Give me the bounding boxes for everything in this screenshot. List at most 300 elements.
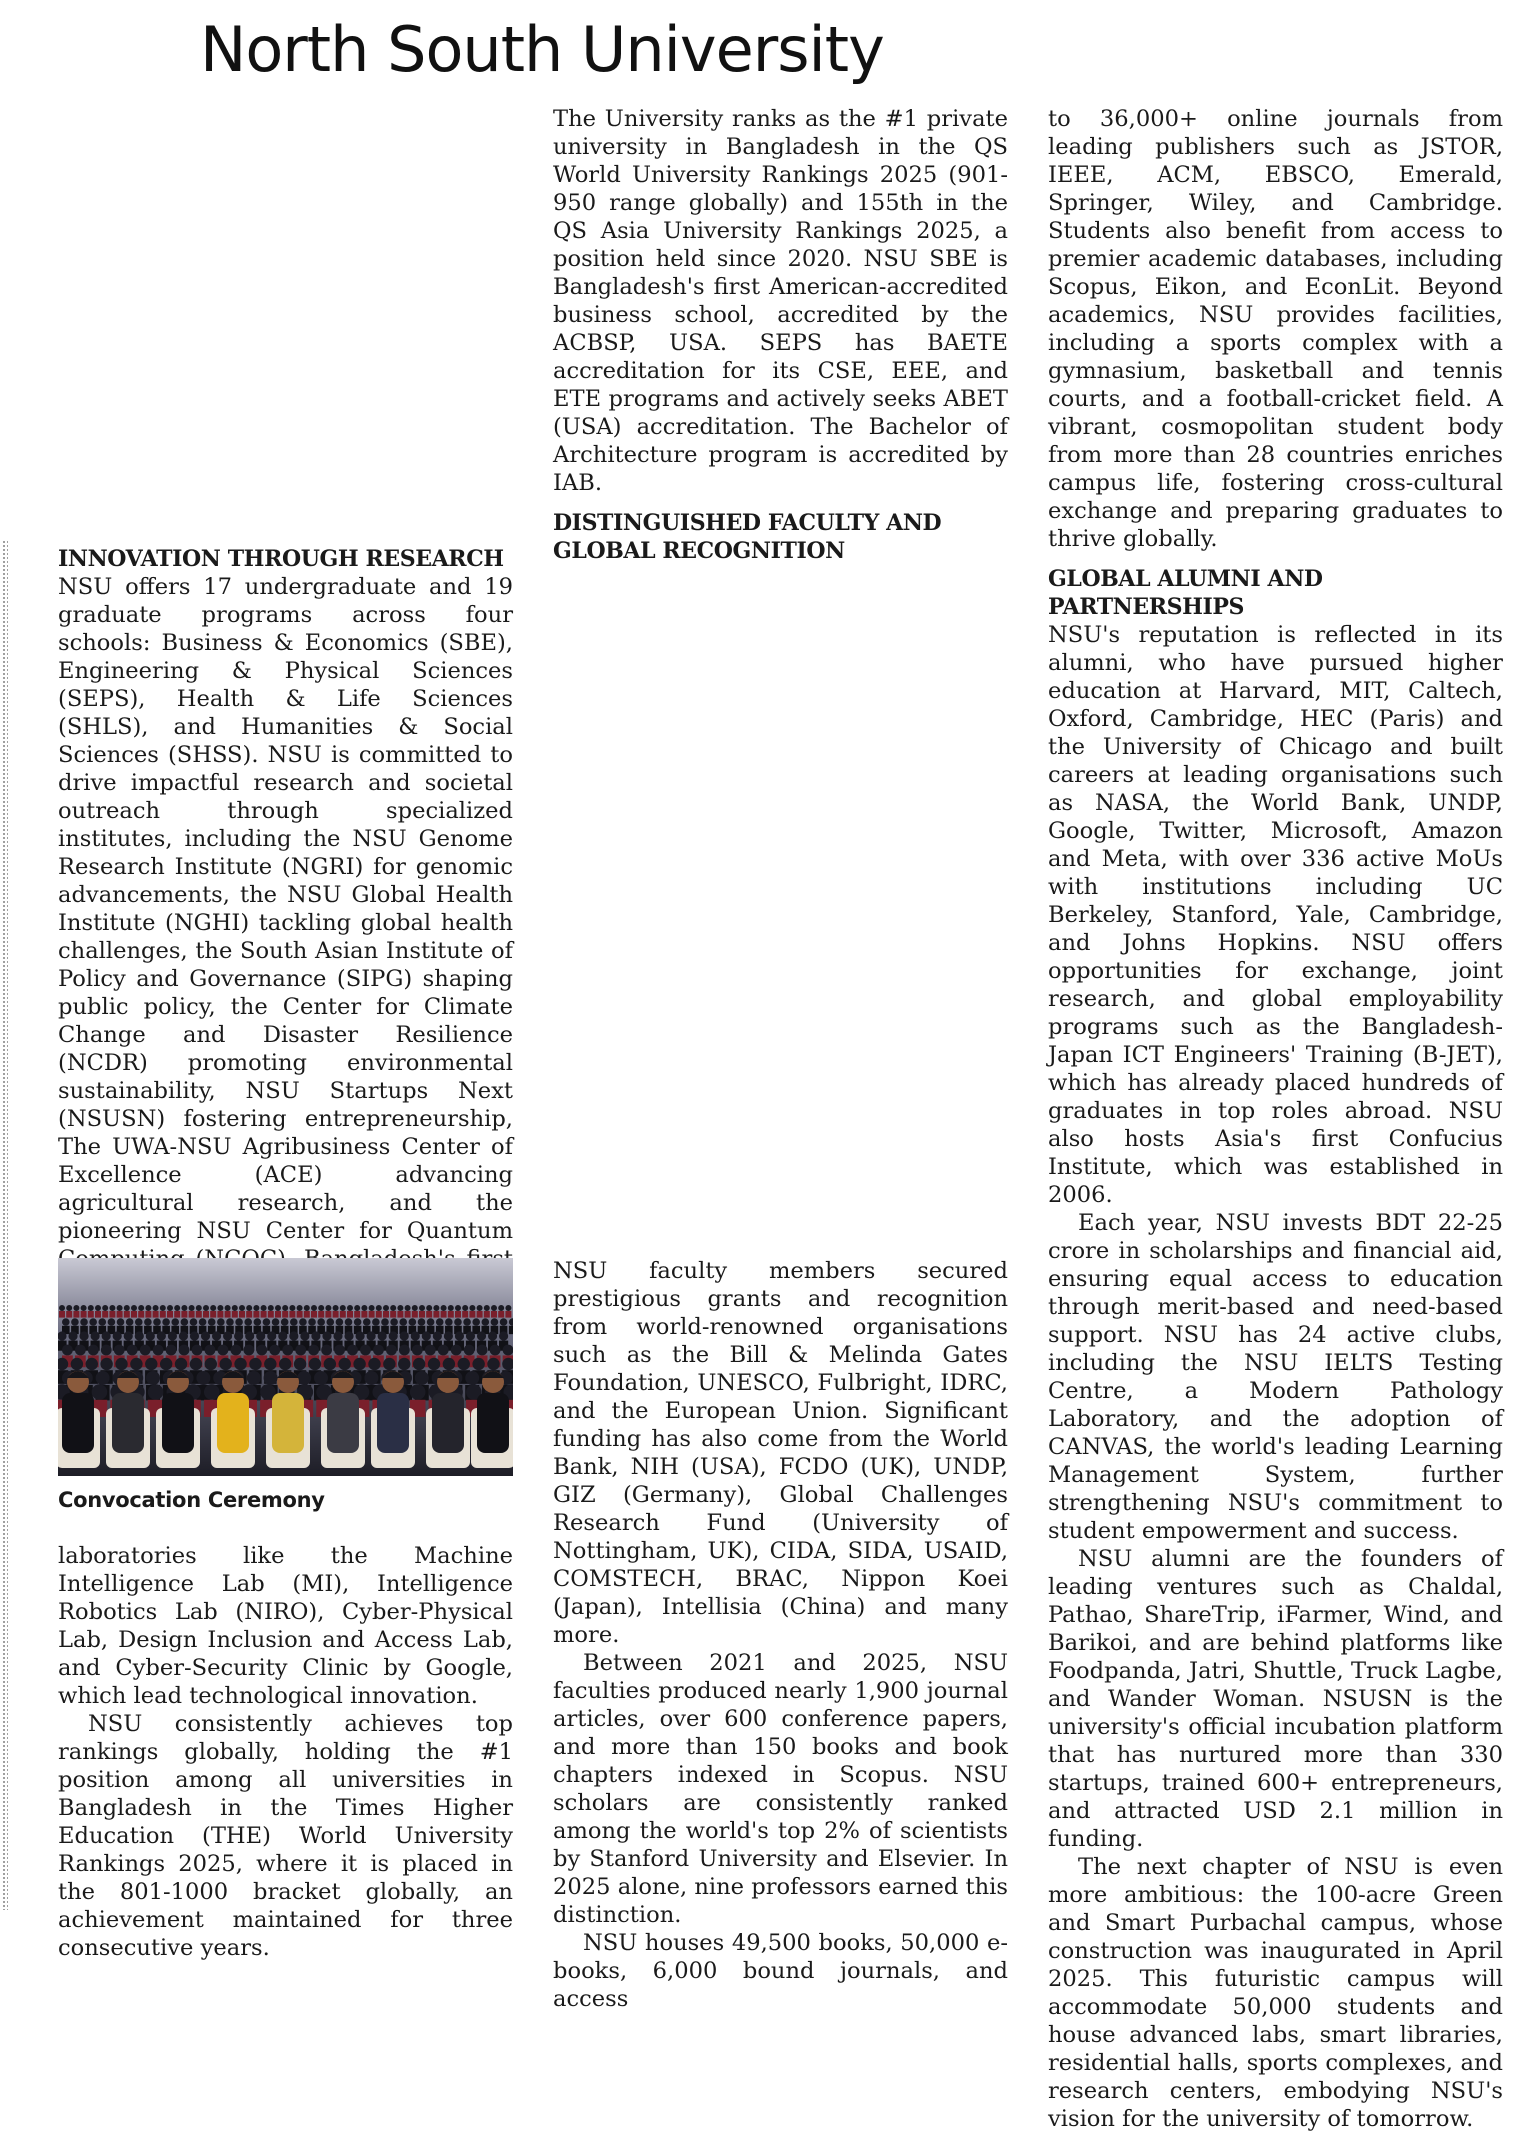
audience-head [308,1345,319,1356]
audience-head [369,1305,375,1311]
audience-head [477,1345,488,1356]
audience-gown [217,1311,223,1318]
audience-head [62,1345,73,1356]
audience-head [347,1305,353,1311]
audience-head [397,1305,403,1311]
audience-head [217,1318,225,1326]
audience-gown [232,1311,238,1318]
audience-gown [405,1311,411,1318]
audience-head [135,1318,143,1326]
audience-head [86,1358,98,1370]
seated-person-body [162,1393,194,1453]
audience-head [167,1305,173,1311]
audience-gown [117,1311,123,1318]
audience-head [204,1384,220,1400]
audience-head [115,1358,127,1370]
audience-head [500,1318,508,1326]
convocation-photo [58,1258,513,1476]
audience-head [243,1345,254,1356]
audience-head [289,1331,298,1340]
audience-head [390,1318,398,1326]
audience-head [96,1371,110,1385]
audience-gown [138,1311,144,1318]
audience-gown [181,1311,187,1318]
audience-head [282,1345,293,1356]
audience-gown [448,1311,454,1318]
audience-head [179,1345,190,1356]
audience-head [181,1305,187,1311]
audience-head [381,1318,389,1326]
audience-head [282,1305,288,1311]
audience-head [130,1358,142,1370]
audience-head [138,1305,144,1311]
audience-head [264,1358,276,1370]
audience-gown [131,1311,137,1318]
audience-gown [369,1311,375,1318]
audience-head [272,1318,280,1326]
audience-head [458,1358,470,1370]
audience-head [261,1305,267,1311]
audience-head [71,1358,83,1370]
audience-head [311,1305,317,1311]
audience-head [190,1331,199,1340]
photo-caption: Convocation Ceremony [58,1488,325,1512]
audience-head [412,1305,418,1311]
audience-head [234,1358,246,1370]
audience-head [208,1318,216,1326]
audience-gown [167,1311,173,1318]
audience-head [438,1345,449,1356]
audience-head [101,1345,112,1356]
audience-gown [145,1311,151,1318]
audience-head [217,1305,223,1311]
audience-head [66,1305,72,1311]
audience-head [275,1305,281,1311]
audience-head [368,1358,380,1370]
audience-gown [196,1311,202,1318]
audience-gown [109,1311,115,1318]
audience-head [376,1305,382,1311]
audience-head [433,1331,442,1340]
audience-head [339,1358,351,1370]
library-paragraph: NSU houses 49,500 books, 50,000 e-books, 6,000 bound journals, and access [553,1930,1008,2012]
audience-head [75,1345,86,1356]
audience-gown [412,1311,418,1318]
audience-head [451,1345,462,1356]
audience-head [308,1318,316,1326]
audience-head [192,1345,203,1356]
audience-head [218,1345,229,1356]
publications-paragraph: Between 2021 and 2025, NSU faculties produced nearly 1,900 journal articles, over 600 conference papers, and more than 150 books and book chapters indexed in Scopus. NSU scholars are consistently ranked among the world's top 2% of scientists by Stanford University and Elsevier. In 2025 alone, nine professors earned this distinction. [553,1650,1008,1928]
audience-head [223,1331,232,1340]
audience-gown [297,1311,303,1318]
audience-head [264,1371,278,1385]
audience-gown [66,1311,72,1318]
audience-gown [124,1311,130,1318]
audience-gown [282,1311,288,1318]
audience-head [232,1305,238,1311]
audience-head [466,1331,475,1340]
audience-gown [390,1311,396,1318]
audience-head [367,1331,376,1340]
audience-head [294,1358,306,1370]
audience-head [196,1305,202,1311]
audience-head [290,1318,298,1326]
audience-head [472,1358,484,1370]
audience-head [383,1305,389,1311]
audience-head [127,1345,138,1356]
audience-head [140,1345,151,1356]
column-2-bottom [553,1257,1008,2013]
audience-head [102,1331,111,1340]
audience-head [59,1305,65,1311]
audience-head [353,1358,365,1370]
audience-head [498,1305,504,1311]
audience-head [210,1305,216,1311]
seated-person-body [217,1393,249,1453]
audience-head [278,1331,287,1340]
audience-head [322,1331,331,1340]
seated-person-body [272,1393,304,1453]
audience-head [244,1318,252,1326]
audience-head [81,1305,87,1311]
audience-head [235,1318,243,1326]
audience-gown [509,1326,513,1334]
audience-head [246,1305,252,1311]
audience-gown [189,1311,195,1318]
audience-gown [462,1311,468,1318]
audience-head [405,1305,411,1311]
section-heading-research: INNOVATION THROUGH RESEARCH [58,546,504,572]
audience-gown [261,1311,267,1318]
audience-head [463,1318,471,1326]
audience-head [477,1305,483,1311]
audience-head [256,1331,265,1340]
audience-gown [174,1311,180,1318]
audience-head [505,1305,511,1311]
audience-head [297,1371,311,1385]
audience-gown [246,1311,252,1318]
audience-head [472,1318,480,1326]
audience-gown [361,1311,367,1318]
audience-head [488,1331,497,1340]
audience-head [390,1305,396,1311]
audience-head [225,1305,231,1311]
audience-head [174,1305,180,1311]
audience-head [190,1358,202,1370]
column-3 [1048,105,1503,2133]
audience-head [102,1305,108,1311]
audience-head [426,1305,432,1311]
audience-head [113,1331,122,1340]
audience-head [433,1305,439,1311]
audience-head [444,1331,453,1340]
audience-head [363,1318,371,1326]
audience-head [73,1305,79,1311]
audience-gown [81,1311,87,1318]
audience-gown [73,1311,79,1318]
audience-head [92,1384,108,1400]
audience-gown [289,1311,295,1318]
audience-head [109,1305,115,1311]
audience-head [398,1358,410,1370]
audience-head [389,1331,398,1340]
audience-head [413,1358,425,1370]
audience-head [399,1318,407,1326]
audience-head [267,1331,276,1340]
audience-head [443,1358,455,1370]
research-paragraph-continued: laboratories like the Machine Intelligence Lab (MI), Intelligence Robotics Lab (NIRO), Cyber-Physical Lab, Design Inclusion and Access Lab, and Cyber-Security Clinic by Google, which lead technological innovation. [58,1543,513,1709]
audience-gown [397,1311,403,1318]
audience-head [162,1318,170,1326]
audience-gown [153,1311,159,1318]
audience-gown [419,1311,425,1318]
audience-head [124,1305,130,1311]
alumni-paragraph: NSU's reputation is reflected in its alumni, who have pursued higher education at Harvard, MIT, Caltech, Oxford, Cambridge, HEC (Paris) and the University of Chicago and built careers at leading organisations such as NASA, the World Bank, UNDP, Google, Twitter, Microsoft, Amazon and Meta, with over 336 active MoUs with institutions including UC Berkeley, Stanford, Yale, Cambridge, and Johns Hopkins. NSU offers opportunities for exchange, joint research, and global employability programs such as the Bangladesh-Japan ICT Engineers' Training (B-JET), which has already placed hundreds of graduates in top roles abroad. NSU also hosts Asia's first Confucius Institute, which was established in 2006. [1048,622,1503,1208]
audience-gown [354,1311,360,1318]
audience-head [226,1318,234,1326]
audience-head [146,1371,160,1385]
audience-head [355,1331,364,1340]
audience-head [361,1305,367,1311]
audience-gown [491,1311,497,1318]
audience-gown [88,1311,94,1318]
audience-head [378,1331,387,1340]
audience-head [383,1358,395,1370]
audience-gown [347,1311,353,1318]
audience-head [201,1331,210,1340]
audience-head [166,1345,177,1356]
column-1-bottom [58,1542,513,1962]
campus-paragraph: The next chapter of NSU is even more ambitious: the 100-acre Green and Smart Purbachal campus, whose construction was inaugurated in April 2025. This futuristic campus will accommodate 50,000 students and house advanced labs, smart libraries, residential halls, sports complexes, and research centers, embodying NSU's vision for the university of tomorrow. [1048,1854,1503,2132]
audience-head [108,1318,116,1326]
audience-head [400,1331,409,1340]
audience-head [131,1305,137,1311]
audience-head [114,1345,125,1356]
faculty-grants-paragraph: NSU faculty members secured prestigious grants and recognition from world-renowned organisations such as the Bill & Melinda Gates Foundation, UNESCO, Fulbright, IDRC, and the European Union. Significant funding has also come from the World Bank, NIH (USA), FCDO (UK), UNDP, GIZ (Germany), Global Challenges Research Fund (University of Nottingham, UK), CIDA, SIDA, USAID, COMSTECH, BRAC, Nippon Koei (Japan), Intellisia (China) and many more. [553,1258,1008,1648]
audience-head [344,1331,353,1340]
audience-gown [311,1311,317,1318]
audience-head [317,1318,325,1326]
audience-head [410,1384,426,1400]
audience-gown [426,1311,432,1318]
audience-gown [318,1311,324,1318]
audience-head [455,1305,461,1311]
seated-person-body [377,1393,409,1453]
convocation-photo-image [58,1258,513,1476]
audience-head [153,1305,159,1311]
audience-head [427,1318,435,1326]
research-paragraph: NSU offers 17 undergraduate and 19 graduate programs across four schools: Business & Economics (SBE), Engineering & Physical Sciences (SEPS), Health & Life Sciences (SHLS), and Humanities & Social Sciences (SHSS). NSU is committed to drive impactful research and societal outreach through specialized institutes, including the NSU Genome Research Institute (NGRI) for genomic advancements, the NSU Global Health Institute (NGHI) tackling global health challenges, the South Asian Institute of Policy and Governance (SIPG) shaping public policy, the Center for Climate Change and Disaster Resilience (NCDR) promoting environmental sustainability, NSU Startups Next (NSUSN) fostering entrepreneurship, The UWA-NSU Agribusiness Center of Excellence (ACE) advancing agricultural research, and the pioneering NSU Center for Quantum [58,574,513,1244]
audience-head [354,1305,360,1311]
audience-gown [340,1311,346,1318]
audience-head [499,1331,508,1340]
audience-gown [433,1311,439,1318]
audience-head [314,1371,328,1385]
audience-gown [477,1311,483,1318]
audience-head [190,1318,198,1326]
audience-head [295,1345,306,1356]
page-title: North South University [200,13,884,86]
rankings-paragraph: NSU consistently achieves top rankings globally, holding the #1 position among all universities in Bangladesh in the Times Higher Education (THE) World University Rankings 2025, where it is placed in the 801-1000 bracket globally, an achievement maintained for three consecutive years. [58,1711,513,1961]
audience-head [117,1318,125,1326]
audience-head [263,1318,271,1326]
audience-head [336,1318,344,1326]
audience-head [153,1345,164,1356]
audience-head [418,1318,426,1326]
audience-head [469,1305,475,1311]
audience-head [98,1318,106,1326]
audience-head [254,1318,262,1326]
audience-head [157,1331,166,1340]
audience-head [419,1305,425,1311]
audience-gown [210,1311,216,1318]
audience-head [80,1318,88,1326]
section-heading-alumni: GLOBAL ALUMNI AND PARTNERSHIPS [1048,566,1323,620]
section-heading-faculty: DISTINGUISHED FACULTY AND GLOBAL RECOGNITION [553,510,942,564]
audience-head [445,1318,453,1326]
audience-head [100,1358,112,1370]
audience-head [171,1318,179,1326]
audience-head [230,1345,241,1356]
audience-head [279,1358,291,1370]
audience-head [487,1358,499,1370]
audience-head [441,1305,447,1311]
audience-gown [268,1311,274,1318]
audience-gown [484,1311,490,1318]
audience-head [126,1318,134,1326]
audience-head [425,1345,436,1356]
audience-gown [505,1311,511,1318]
audience-head [491,1318,499,1326]
audience-head [360,1345,371,1356]
audience-head [269,1345,280,1356]
audience-head [448,1305,454,1311]
audience-head [364,1371,378,1385]
audience-head [199,1318,207,1326]
audience-head [89,1318,97,1326]
audience-gown [325,1311,331,1318]
audience-head [333,1331,342,1340]
audience-head [281,1318,289,1326]
audience-head [299,1318,307,1326]
audience-head [234,1331,243,1340]
audience-head [219,1358,231,1370]
audience-head [124,1331,133,1340]
audience-head [334,1345,345,1356]
audience-head [422,1331,431,1340]
audience-head [491,1305,497,1311]
audience-head [117,1305,123,1311]
audience-gown [383,1311,389,1318]
audience-head [88,1345,99,1356]
qs-rankings-paragraph: The University ranks as the #1 private university in Bangladesh in the QS World University Rankings 2025 (901-950 range globally) and 155th in the QS Asia University Rankings 2025, a position held since 2020. NSU SBE is Bangladesh's first American-accredited business school, accredited by the ACBSP, USA. SEPS has BAETE accreditation for its CSE, EEE, and ETE programs and actively seeks ABET (USA) accreditation. The Bachelor of Architecture program is accredited by IAB. [553,106,1008,496]
audience-head [135,1331,144,1340]
audience-head [253,1305,259,1311]
ventures-paragraph: NSU alumni are the founders of leading ventures such as Chaldal, Pathao, ShareTrip, iFarmer, Wind, and Barikoi, and are behind platforms like Foodpanda, Jatri, Shuttle, Truck Lagbe, and Wander Woman. NSUSN is the university's official incubation platform that has nurtured more than 330 startups, trained 600+ entrepreneurs, and attracted USD 2.1 million in funding. [1048,1546,1503,1852]
audience-head [95,1305,101,1311]
audience-head [354,1318,362,1326]
audience-head [436,1318,444,1326]
audience-head [326,1318,334,1326]
audience-gown [304,1311,310,1318]
audience-head [175,1358,187,1370]
audience-head [309,1358,321,1370]
audience-head [484,1305,490,1311]
audience-head [203,1305,209,1311]
dotted-rule [2,540,8,1910]
audience-head [160,1358,172,1370]
audience-head [462,1305,468,1311]
audience-head [88,1305,94,1311]
audience-head [415,1371,429,1385]
audience-head [340,1305,346,1311]
audience-head [189,1305,195,1311]
seated-person-body [327,1393,359,1453]
audience-head [333,1305,339,1311]
audience-head [347,1345,358,1356]
audience-gown [455,1311,461,1318]
audience-head [196,1371,210,1385]
scholarships-paragraph: Each year, NSU invests BDT 22-25 crore in scholarships and financial aid, ensuring equal access to education through merit-based and need-based support. NSU has 24 active clubs, including the NSU IELTS Testing Centre, a Modern Pathology Laboratory, and the adoption of CANVAS, the world's leading Learning Management System, further strengthening NSU's commitment to student empowerment and success. [1048,1210,1503,1544]
audience-gown [225,1311,231,1318]
audience-gown [333,1311,339,1318]
audience-head [464,1345,475,1356]
audience-head [71,1318,79,1326]
audience-head [144,1318,152,1326]
audience-head [205,1345,216,1356]
audience-gown [95,1311,101,1318]
audience-head [247,1371,261,1385]
audience-head [373,1345,384,1356]
column-2-top [553,105,1008,565]
audience-head [145,1305,151,1311]
audience-head [325,1305,331,1311]
audience-head [205,1358,217,1370]
audience-head [268,1305,274,1311]
audience-gown [102,1311,108,1318]
audience-head [411,1331,420,1340]
audience-head [153,1318,161,1326]
audience-head [399,1345,410,1356]
audience-head [324,1358,336,1370]
audience-head [168,1331,177,1340]
audience-gown [253,1311,259,1318]
audience-head [297,1305,303,1311]
audience-head [477,1331,486,1340]
journals-paragraph: to 36,000+ online journals from leading publishers such as JSTOR, IEEE, ACM, EBSCO, Emerald, Springer, Wiley, and Cambridge. Students also benefit from access to premier academic databases, including Scopus, Eikon, and EconLit. Beyond academics, NSU provides facilities, including a sports complex with a gymnasium, basketball and tennis courts, and a football-cricket field. A vibrant, cosmopolitan student body from more than 28 countries enriches campus life, fostering cross-cultural exchange and preparing graduates to thrive globally. [1048,106,1503,552]
audience-head [160,1305,166,1311]
audience-head [212,1331,221,1340]
audience-head [454,1318,462,1326]
audience-head [428,1358,440,1370]
audience-head [503,1345,513,1356]
audience-head [256,1345,267,1356]
audience-head [304,1305,310,1311]
audience-gown [275,1311,281,1318]
audience-gown [498,1311,504,1318]
audience-head [311,1331,320,1340]
audience-head [455,1331,464,1340]
audience-head [465,1371,479,1385]
audience-gown [203,1311,209,1318]
audience-head [145,1358,157,1370]
audience-head [372,1318,380,1326]
audience-gown [469,1311,475,1318]
audience-gown [59,1311,65,1318]
audience-head [345,1318,353,1326]
audience-head [181,1318,189,1326]
